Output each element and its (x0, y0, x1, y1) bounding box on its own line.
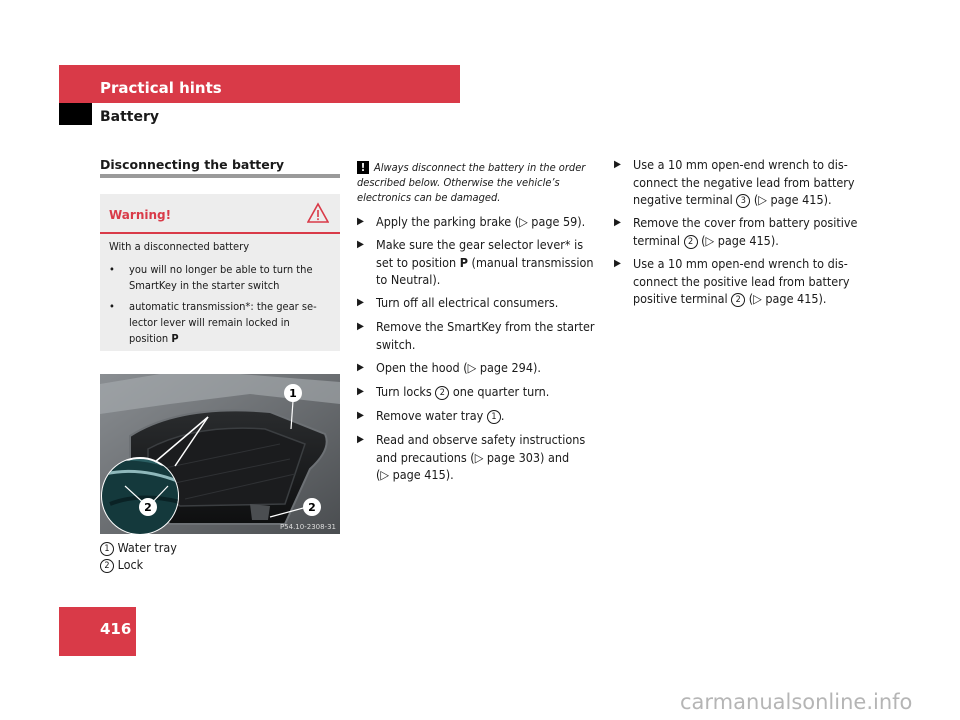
arrow-bullet-icon: ▶ (357, 386, 364, 397)
bullet-line: SmartKey in the starter switch (129, 279, 280, 292)
heading-rule (100, 174, 340, 178)
arrow-bullet-icon: ▶ (614, 258, 621, 269)
instruction-step (614, 156, 860, 209)
battery-water-tray-photo (100, 374, 340, 534)
callout-label: 2 (144, 501, 152, 514)
step-line: negative terminal 3 (▷ page 415). (633, 192, 832, 207)
step-line: switch. (376, 336, 416, 352)
arrow-bullet-icon: ▶ (614, 159, 621, 170)
subsection-title: Battery (100, 109, 160, 125)
notice-text (357, 160, 602, 205)
bullet-line: you will no longer be able to turn the (129, 263, 313, 276)
instruction-step (357, 294, 602, 312)
warning-triangle-icon (307, 202, 329, 224)
notice-line: Always disconnect the battery in the order (374, 161, 586, 174)
section-marker (59, 103, 92, 125)
step-line: Open the hood (▷ page 294). (376, 360, 541, 375)
watermark: carmanualsonline.info (680, 690, 913, 714)
step-line: Use a 10 mm open-end wrench to dis- (633, 256, 848, 271)
callout-label: 2 (308, 501, 316, 514)
step-line: set to position P (manual transmission (376, 254, 594, 270)
arrow-bullet-icon: ▶ (357, 297, 364, 308)
step-line: Use a 10 mm open-end wrench to dis- (633, 157, 848, 172)
step-line: connect the positive lead from battery (633, 273, 850, 289)
arrow-bullet-icon: ▶ (357, 362, 364, 373)
warning-title: Warning! (109, 208, 172, 222)
callout-number: 2 (435, 386, 449, 400)
caption-text: Water tray (117, 540, 177, 555)
arrow-bullet-icon: ▶ (357, 216, 364, 227)
step-line: to Neutral). (376, 272, 441, 287)
callout-number: 1 (487, 410, 501, 424)
figure-code: P54.10-2308-31 (279, 523, 336, 531)
step-line: Make sure the gear selector lever* is (376, 237, 584, 252)
step-line: and precautions (▷ page 303) and (376, 449, 570, 465)
section-title: Practical hints (100, 79, 222, 97)
instruction-step (357, 383, 602, 401)
step-line: Remove the SmartKey from the starter (376, 319, 595, 334)
instruction-step (357, 431, 602, 484)
warning-box (100, 194, 340, 351)
instruction-step (357, 359, 602, 377)
bullet-line: position P (129, 332, 179, 345)
exclamation-icon: ! (357, 161, 369, 174)
instruction-step (614, 255, 860, 308)
step-line: terminal 2 (▷ page 415). (633, 232, 779, 248)
callout-number: 2 (684, 235, 698, 249)
warning-intro: With a disconnected battery (109, 240, 250, 253)
step-line: Apply the parking brake (▷ page 59). (376, 214, 586, 229)
callout-label: 1 (289, 387, 297, 400)
step-line: connect the negative lead from battery (633, 174, 855, 190)
callout-number: 1 (100, 542, 114, 556)
bullet-line: lector lever will remain locked in (129, 316, 290, 329)
instruction-step (357, 407, 602, 425)
caption-item (100, 540, 177, 556)
notice-line: described below. Otherwise the vehicle’s (357, 176, 560, 189)
arrow-bullet-icon: ▶ (357, 410, 364, 421)
arrow-bullet-icon: ▶ (614, 217, 621, 228)
arrow-bullet-icon: ▶ (357, 239, 364, 250)
caption-text: Lock (117, 557, 144, 572)
notice-line: electronics can be damaged. (357, 191, 501, 204)
step-line: (▷ page 415). (376, 467, 454, 482)
step-line: Turn off all electrical consumers. (376, 295, 559, 310)
instruction-step (357, 318, 602, 353)
caption-item (100, 557, 143, 573)
page-number: 416 (100, 620, 132, 638)
callout-number: 2 (100, 559, 114, 573)
step-line: Read and observe safety instructions (376, 432, 586, 447)
arrow-bullet-icon: ▶ (357, 434, 364, 445)
callout-number: 3 (736, 194, 750, 208)
callout-number: 2 (731, 293, 745, 307)
instruction-step (357, 236, 602, 289)
arrow-bullet-icon: ▶ (357, 321, 364, 332)
step-line: Remove the cover from battery positive (633, 215, 858, 230)
warning-divider (100, 232, 340, 234)
step-line: positive terminal 2 (▷ page 415). (633, 291, 827, 306)
instruction-step (614, 214, 860, 249)
step-line: Turn locks 2 one quarter turn. (376, 384, 550, 399)
warning-bullet: • you will no longer be able to turn the SmartKey in the starter switch (109, 262, 334, 294)
bullet-line: automatic transmission*: the gear se- (129, 300, 317, 313)
page-heading: Disconnecting the battery (100, 157, 285, 172)
step-line: Remove water tray 1 . (376, 408, 505, 423)
warning-bullet: • automatic transmission*: the gear se- lector lever will remain locked in position P (109, 299, 334, 347)
instruction-step (357, 213, 602, 231)
